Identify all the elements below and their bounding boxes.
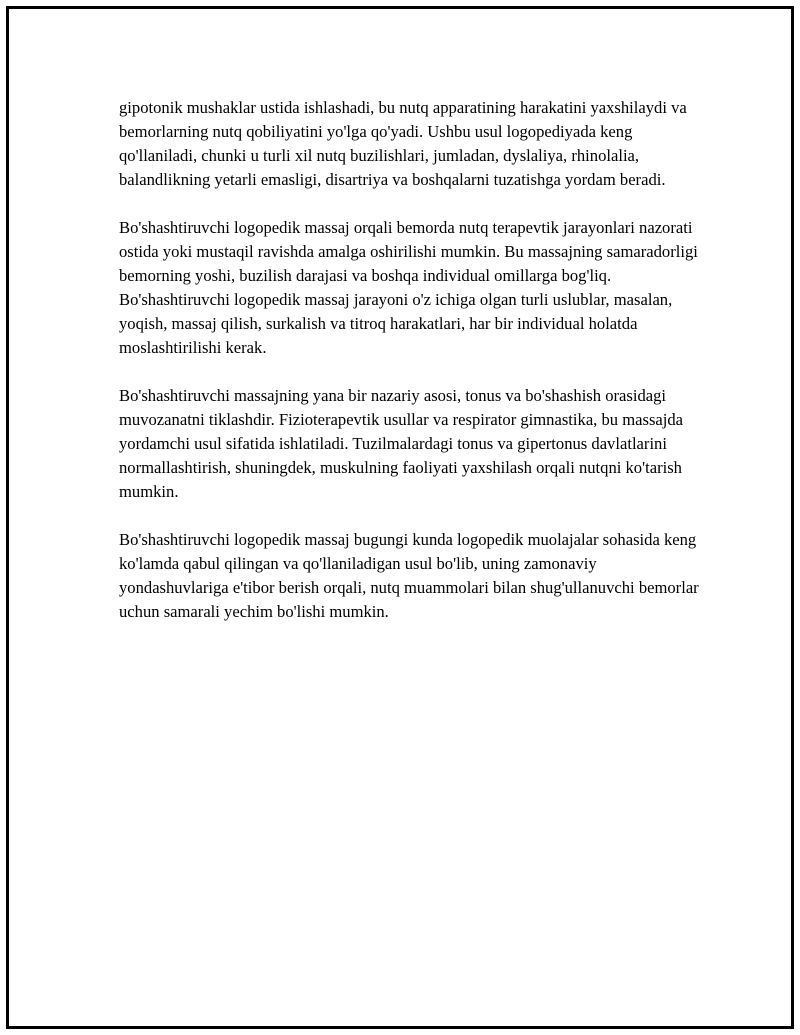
paragraph-2: Bo'shashtiruvchi logopedik massaj orqali bemorda nutq terapevtik jarayonlari nazorati ostida yoki mustaqil ravishda amalga oshirilishi mumkin. Bu massajning samaradorligi bemorning yoshi, buzilish darajasi va boshqa individual omillarga bog'liq. Bo'shashtiruvchi logopedik massaj jarayoni o'z ichiga olgan turli uslublar, masalan, yoqish, massaj qilish, surkalish va titroq harakatlari, har bir individual holatda moslashtirilishi kerak. — [119, 218, 698, 357]
paragraph-1: gipotonik mushaklar ustida ishlashadi, bu nutq apparatining harakatini yaxshilaydi va bemorlarning nutq qobiliyatini yo'lga qo'yadi. Ushbu usul logopediyada keng qo'llaniladi, chunki u turli xil nutq buzilishlari, jumladan, dyslaliya, rhinolalia, balandlikning yetarli emasligi, disartriya va boshqalarni tuzatishga yordam beradi. — [119, 98, 687, 189]
paragraph-3: Bo'shashtiruvchi massajning yana bir nazariy asosi, tonus va bo'shashish orasidagi muvozanatni tiklashdir. Fizioterapevtik usullar va respirator gimnastika, bu massajda yordamchi usul sifatida ishlatiladi. Tuzilmalardagi tonus va gipertonus davlatlarini normallashtirish, shuningdek, muskulning faoliyati yaxshilash orqali nutqni ko'tarish mumkin. — [119, 386, 684, 501]
paragraph-4: Bo'shashtiruvchi logopedik massaj bugungi kunda logopedik muolajalar sohasida keng ko'lamda qabul qilingan va qo'llaniladigan usul bo'lib, uning zamonaviy yondashuvlariga e'tibor berish orqali, nutq muammolari bilan shug'ullanuvchi bemorlar uchun samarali yechim bo'lishi mumkin. — [119, 530, 699, 621]
page-frame — [6, 6, 794, 1029]
document-body — [119, 96, 699, 648]
